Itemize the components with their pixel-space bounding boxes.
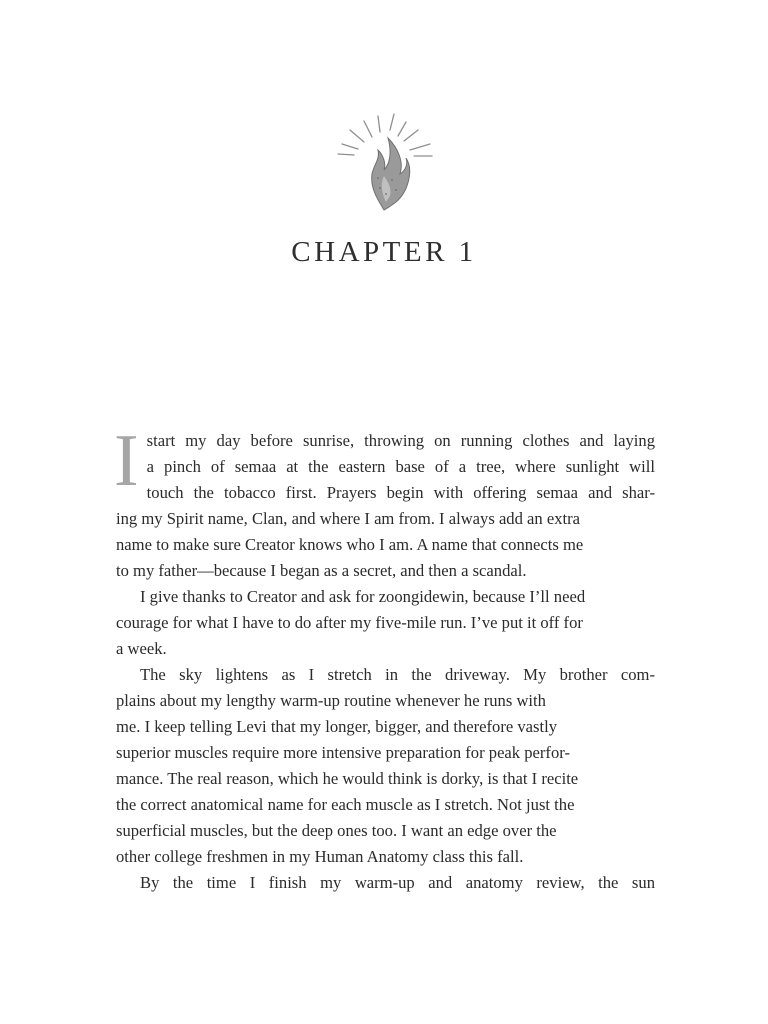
paragraph-3 [116,662,655,688]
text-line: ing my Spirit name, Clan, and where I am from. I always add an extra [116,509,581,528]
text-line: I give thanks to Creator and ask for zoongidewin, because I’ll need [140,587,586,606]
text-line: start my day before sunrise, throwing on running clothes and laying [146,431,655,450]
text-line: mance. The real reason, which he would think is dorky, is that I recite [116,769,579,788]
chapter-title: CHAPTER 1 [291,236,477,268]
drop-cap: I [114,420,139,502]
text-line: superior muscles require more intensive preparation for peak perfor- [116,743,570,762]
text-line: touch the tobacco first. Prayers begin with offering semaa and shar- [146,483,655,502]
text-line: to my father—because I began as a secret, and then a scandal. [116,561,527,580]
text-line: plains about my lengthy warm-up routine whenever he runs with [116,691,546,710]
text-line: a pinch of semaa at the eastern base of a tree, where sunlight will [146,457,655,476]
paragraph-1 [114,420,655,506]
text-line: superficial muscles, but the deep ones too. I want an edge over the [116,821,557,840]
paragraph-2 [116,584,655,610]
chapter-body-text [114,420,655,896]
text-line: the correct anatomical name for each muscle as I stretch. Not just the [116,795,575,814]
text-line: other college freshmen in my Human Anatomy class this fall. [116,847,524,866]
paragraph-4 [116,870,655,896]
text-line: name to make sure Creator knows who I am. A name that connects me [116,535,584,554]
flame-icon [334,108,438,216]
text-line: By the time I finish my warm-up and anatomy review, the sun [140,873,655,892]
text-line: a week. [116,639,167,658]
text-line: The sky lightens as I stretch in the driveway. My brother com- [140,665,655,684]
text-line: courage for what I have to do after my five-mile run. I’ve put it off for [116,613,583,632]
paragraph-3-continued [116,688,655,870]
paragraph-2-continued [116,610,655,662]
paragraph-1-continued [116,506,655,584]
text-line: me. I keep telling Levi that my longer, bigger, and therefore vastly [116,717,558,736]
